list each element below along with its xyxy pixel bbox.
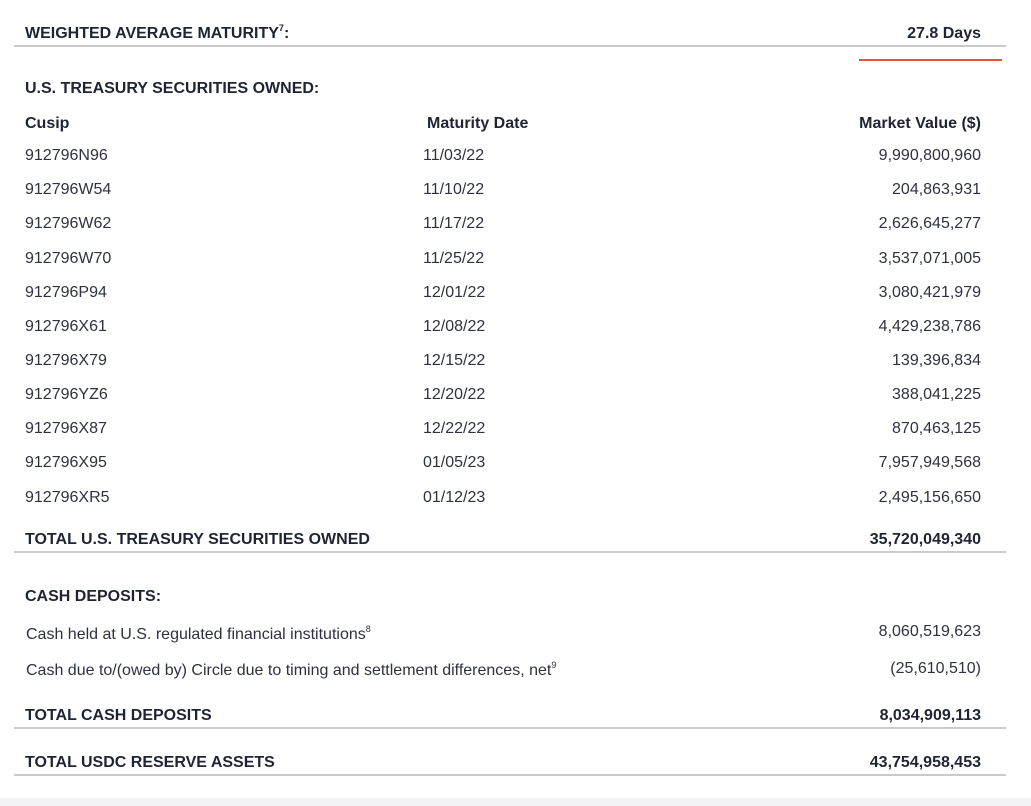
market-value-cell: 4,429,238,786 bbox=[878, 318, 981, 335]
cusip-cell: 912796X79 bbox=[25, 352, 107, 369]
maturity-cell: 12/08/22 bbox=[423, 318, 486, 335]
cash-due-label bbox=[26, 659, 557, 680]
cusip-cell: 912796W62 bbox=[25, 215, 112, 232]
reserve-total-divider bbox=[14, 774, 1006, 776]
maturity-cell: 11/17/22 bbox=[423, 215, 485, 232]
column-header-market-value: Market Value ($) bbox=[859, 115, 981, 132]
market-value-cell: 2,626,645,277 bbox=[878, 215, 981, 232]
wam-value: 27.8 Days bbox=[907, 25, 981, 42]
market-value-cell: 3,537,071,005 bbox=[878, 250, 981, 267]
table-row bbox=[0, 377, 1031, 411]
cusip-cell: 912796N96 bbox=[25, 147, 108, 164]
wam-label-text: WEIGHTED AVERAGE MATURITY bbox=[25, 25, 279, 42]
table-row bbox=[0, 172, 1031, 206]
maturity-cell: 12/20/22 bbox=[423, 386, 486, 403]
wam-label bbox=[25, 22, 290, 43]
cash-total-divider bbox=[14, 727, 1006, 729]
cusip-cell: 912796YZ6 bbox=[25, 386, 108, 403]
maturity-cell: 11/10/22 bbox=[423, 181, 485, 198]
treasury-total-label: TOTAL U.S. TREASURY SECURITIES OWNED bbox=[25, 531, 370, 548]
column-header-cusip: Cusip bbox=[25, 115, 70, 132]
column-header-maturity: Maturity Date bbox=[427, 115, 529, 132]
cash-held-value: 8,060,519,623 bbox=[878, 623, 981, 640]
cash-heading: CASH DEPOSITS: bbox=[25, 588, 162, 605]
wam-suffix: : bbox=[283, 25, 290, 42]
maturity-cell: 01/12/23 bbox=[423, 489, 486, 506]
cash-held-label-text: Cash held at U.S. regulated financial institutions bbox=[26, 626, 366, 643]
cash-due-footnote: 9 bbox=[551, 659, 557, 670]
table-row bbox=[0, 241, 1031, 275]
cash-held-label bbox=[26, 623, 371, 644]
maturity-cell: 01/05/23 bbox=[423, 454, 486, 471]
maturity-cell: 11/25/22 bbox=[423, 250, 485, 267]
cusip-cell: 912796XR5 bbox=[25, 489, 110, 506]
market-value-cell: 139,396,834 bbox=[892, 352, 981, 369]
maturity-cell: 12/01/22 bbox=[423, 284, 486, 301]
cusip-cell: 912796W54 bbox=[25, 181, 112, 198]
market-value-cell: 870,463,125 bbox=[892, 420, 981, 437]
table-row bbox=[0, 138, 1031, 172]
wam-accent-underline bbox=[859, 59, 1002, 61]
table-row bbox=[0, 275, 1031, 309]
cash-total-label: TOTAL CASH DEPOSITS bbox=[25, 707, 212, 724]
cash-held-footnote: 8 bbox=[365, 623, 371, 634]
wam-divider bbox=[14, 45, 1006, 47]
cusip-cell: 912796X95 bbox=[25, 454, 107, 471]
market-value-cell: 388,041,225 bbox=[892, 386, 981, 403]
market-value-cell: 3,080,421,979 bbox=[878, 284, 981, 301]
maturity-cell: 11/03/22 bbox=[423, 147, 485, 164]
treasury-total-divider bbox=[14, 551, 1006, 553]
cash-total-value: 8,034,909,113 bbox=[879, 707, 981, 724]
market-value-cell: 9,990,800,960 bbox=[878, 147, 981, 164]
maturity-cell: 12/15/22 bbox=[423, 352, 486, 369]
table-row bbox=[0, 445, 1031, 479]
table-row bbox=[0, 206, 1031, 240]
table-row bbox=[0, 309, 1031, 343]
footer-band bbox=[0, 798, 1031, 806]
cash-due-value: (25,610,510) bbox=[890, 660, 981, 677]
treasury-heading: U.S. TREASURY SECURITIES OWNED: bbox=[25, 80, 320, 97]
treasury-total-value: 35,720,049,340 bbox=[869, 531, 981, 548]
reserve-total-label: TOTAL USDC RESERVE ASSETS bbox=[25, 754, 275, 771]
market-value-cell: 204,863,931 bbox=[892, 181, 981, 198]
cusip-cell: 912796P94 bbox=[25, 284, 107, 301]
cusip-cell: 912796X61 bbox=[25, 318, 107, 335]
market-value-cell: 2,495,156,650 bbox=[878, 489, 981, 506]
wam-footnote: 7 bbox=[278, 22, 284, 33]
reserve-total-value: 43,754,958,453 bbox=[869, 754, 981, 771]
table-row bbox=[0, 343, 1031, 377]
maturity-cell: 12/22/22 bbox=[423, 420, 486, 437]
cusip-cell: 912796X87 bbox=[25, 420, 107, 437]
table-row bbox=[0, 480, 1031, 514]
table-row bbox=[0, 411, 1031, 445]
market-value-cell: 7,957,949,568 bbox=[878, 454, 981, 471]
cash-due-label-text: Cash due to/(owed by) Circle due to timing and settlement differences, net bbox=[26, 662, 552, 679]
cusip-cell: 912796W70 bbox=[25, 250, 112, 267]
